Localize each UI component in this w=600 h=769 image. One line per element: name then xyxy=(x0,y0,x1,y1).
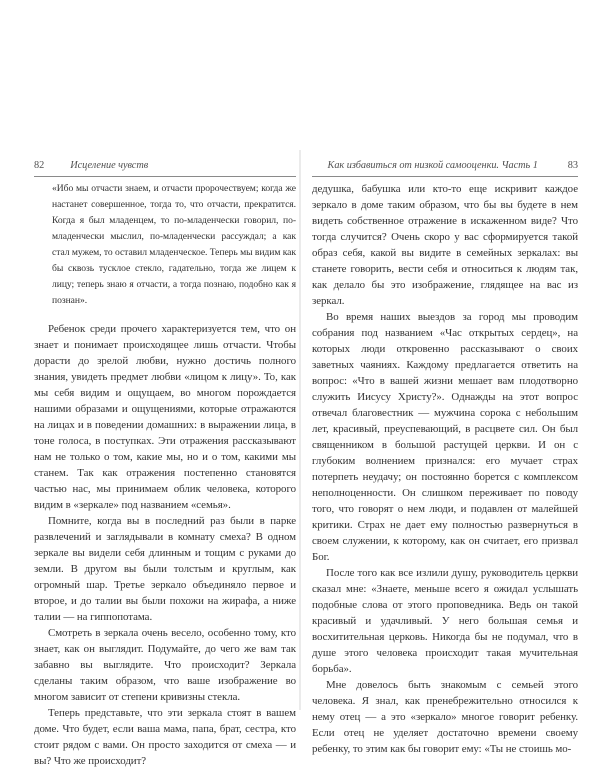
left-running-title: Исцеление чувств xyxy=(70,160,149,171)
book-gutter xyxy=(299,150,301,710)
left-running-head xyxy=(34,158,296,177)
left-paragraph-2: Помните, когда вы в последний раз были в парке развлечений и заглядывали в комнату смеха? В одном зеркале вы видели себя длинным и тощим с руками до земли. В другом вы были толстым и круглым, как огромный шар. Третье зеркало объединяло первое и второе, и до талии вы были похожи на жирафа, а ниже талии — на гиппопотама. xyxy=(34,515,296,623)
left-paragraph-1: Ребенок среди прочего характеризуется тем, что он знает и понимает происходящее лишь отчасти. Чтобы дорасти до зрелой любви, нужно достичь полного знания, увидеть предмет любви «лицом к лицу». То, как мы себя видим и ощущаем, во многом порождается нашими образами и ощущениями, которые отражаются на лицах и в поведении домашних: в выражении лица, в тоне голоса, в поступках. Эти отражения рассказывают нам не только о том, какие мы, но и о том, какими мы станем. Так как отражения постепенно становятся частью нас, мы принимаем облик человека, которого видим в «зеркале» под названием «семья». xyxy=(34,323,296,511)
right-page xyxy=(312,158,578,757)
right-running-head xyxy=(312,158,578,177)
left-page xyxy=(34,158,296,769)
right-paragraph-3: После того как все излили душу, руководитель церкви сказал мне: «Знаете, меньше всего я ожидал услышать подобные слова от этого проповедника. Ведь он такой красивый и удачливый. У него большая семья и восхитительная церковь. Никогда бы не подумал, что в душе этого человека происходит такая мучительная борьба». xyxy=(312,567,578,675)
scripture-quote: «Ибо мы отчасти знаем, и отчасти пророчествуем; когда же настанет совершенное, тогда то, что отчасти, прекратится. Когда я был младенцем, то по-младенчески говорил, по-младенчески мыслил, по-младенчески рассуждал; а как стал мужем, то оставил младенческое. Теперь мы видим как бы сквозь тусклое стекло, гадательно, тогда же лицем к лицу; теперь знаю я отчасти, а тогда познаю, подобно как я познан». xyxy=(52,183,296,306)
right-page-number: 83 xyxy=(567,160,578,171)
left-page-number: 82 xyxy=(34,160,45,171)
right-running-title: Как избавиться от низкой самооценки. Часть 1 xyxy=(327,160,538,171)
left-paragraph-3: Смотреть в зеркала очень весело, особенно тому, кто знает, как он выглядит. Подумайте, до чего же вам так забавно вы выглядите. Что происходит? Зеркала сделаны таким образом, что ваше изображение во многом зависит от степени кривизны стекла. xyxy=(34,627,296,703)
right-paragraph-4: Мне довелось быть знакомым с семьей этого человека. Я знал, как пренебрежительно относился к нему отец — а это «зеркало» многое говорит ребенку. Если отец не уделяет достаточно времени своему ребенку, то этим как бы говорит ему: «Ты не стоишь мо- xyxy=(312,679,578,755)
right-paragraph-2: Во время наших выездов за город мы проводим собрания под названием «Час открытых сердец», на которых люди откровенно рассказывают о своих заветных чаяниях. Каждому предлагается ответить на вопрос: «Что в вашей жизни мешает вам плодотворно служить Иисусу Христу?». Однажды на этот вопрос отвечал благовестник — мужчина сорока с небольшим лет, красивый, преуспевающий, в расцвете сил. Он был священником в большой растущей церкви. И он с глубоким волнением признался: его мучает страх потерпеть неудачу; он постоянно борется с комплексом неполноценности. Он слишком переживает по поводу того, что говорят о нем люди, и подавлен от малейшей критики. Страх не дает ему полностью развернуться в своем служении, к которому, как он считает, его призвал Бог. xyxy=(312,311,578,563)
left-paragraph-4: Теперь представьте, что эти зеркала стоят в вашем доме. Что будет, если ваша мама, папа, брат, сестра, кто стоит рядом с вами. Он просто заходится от смеха — и вы? Что же происходит? xyxy=(34,707,296,767)
right-paragraph-1: дедушка, бабушка или кто-то еще искривит каждое зеркало в доме таким образом, что бы вы будете в нем видеть собственное отражение в искаженном виде? Что тогда случится? Очень скоро у вас сформируется такой образ себя, какой вы видите в семейных зеркалах: вы станете говорить, вести себя и относиться к людям так, как делало бы это изображение, глядящее на вас из зеркал. xyxy=(312,183,578,307)
